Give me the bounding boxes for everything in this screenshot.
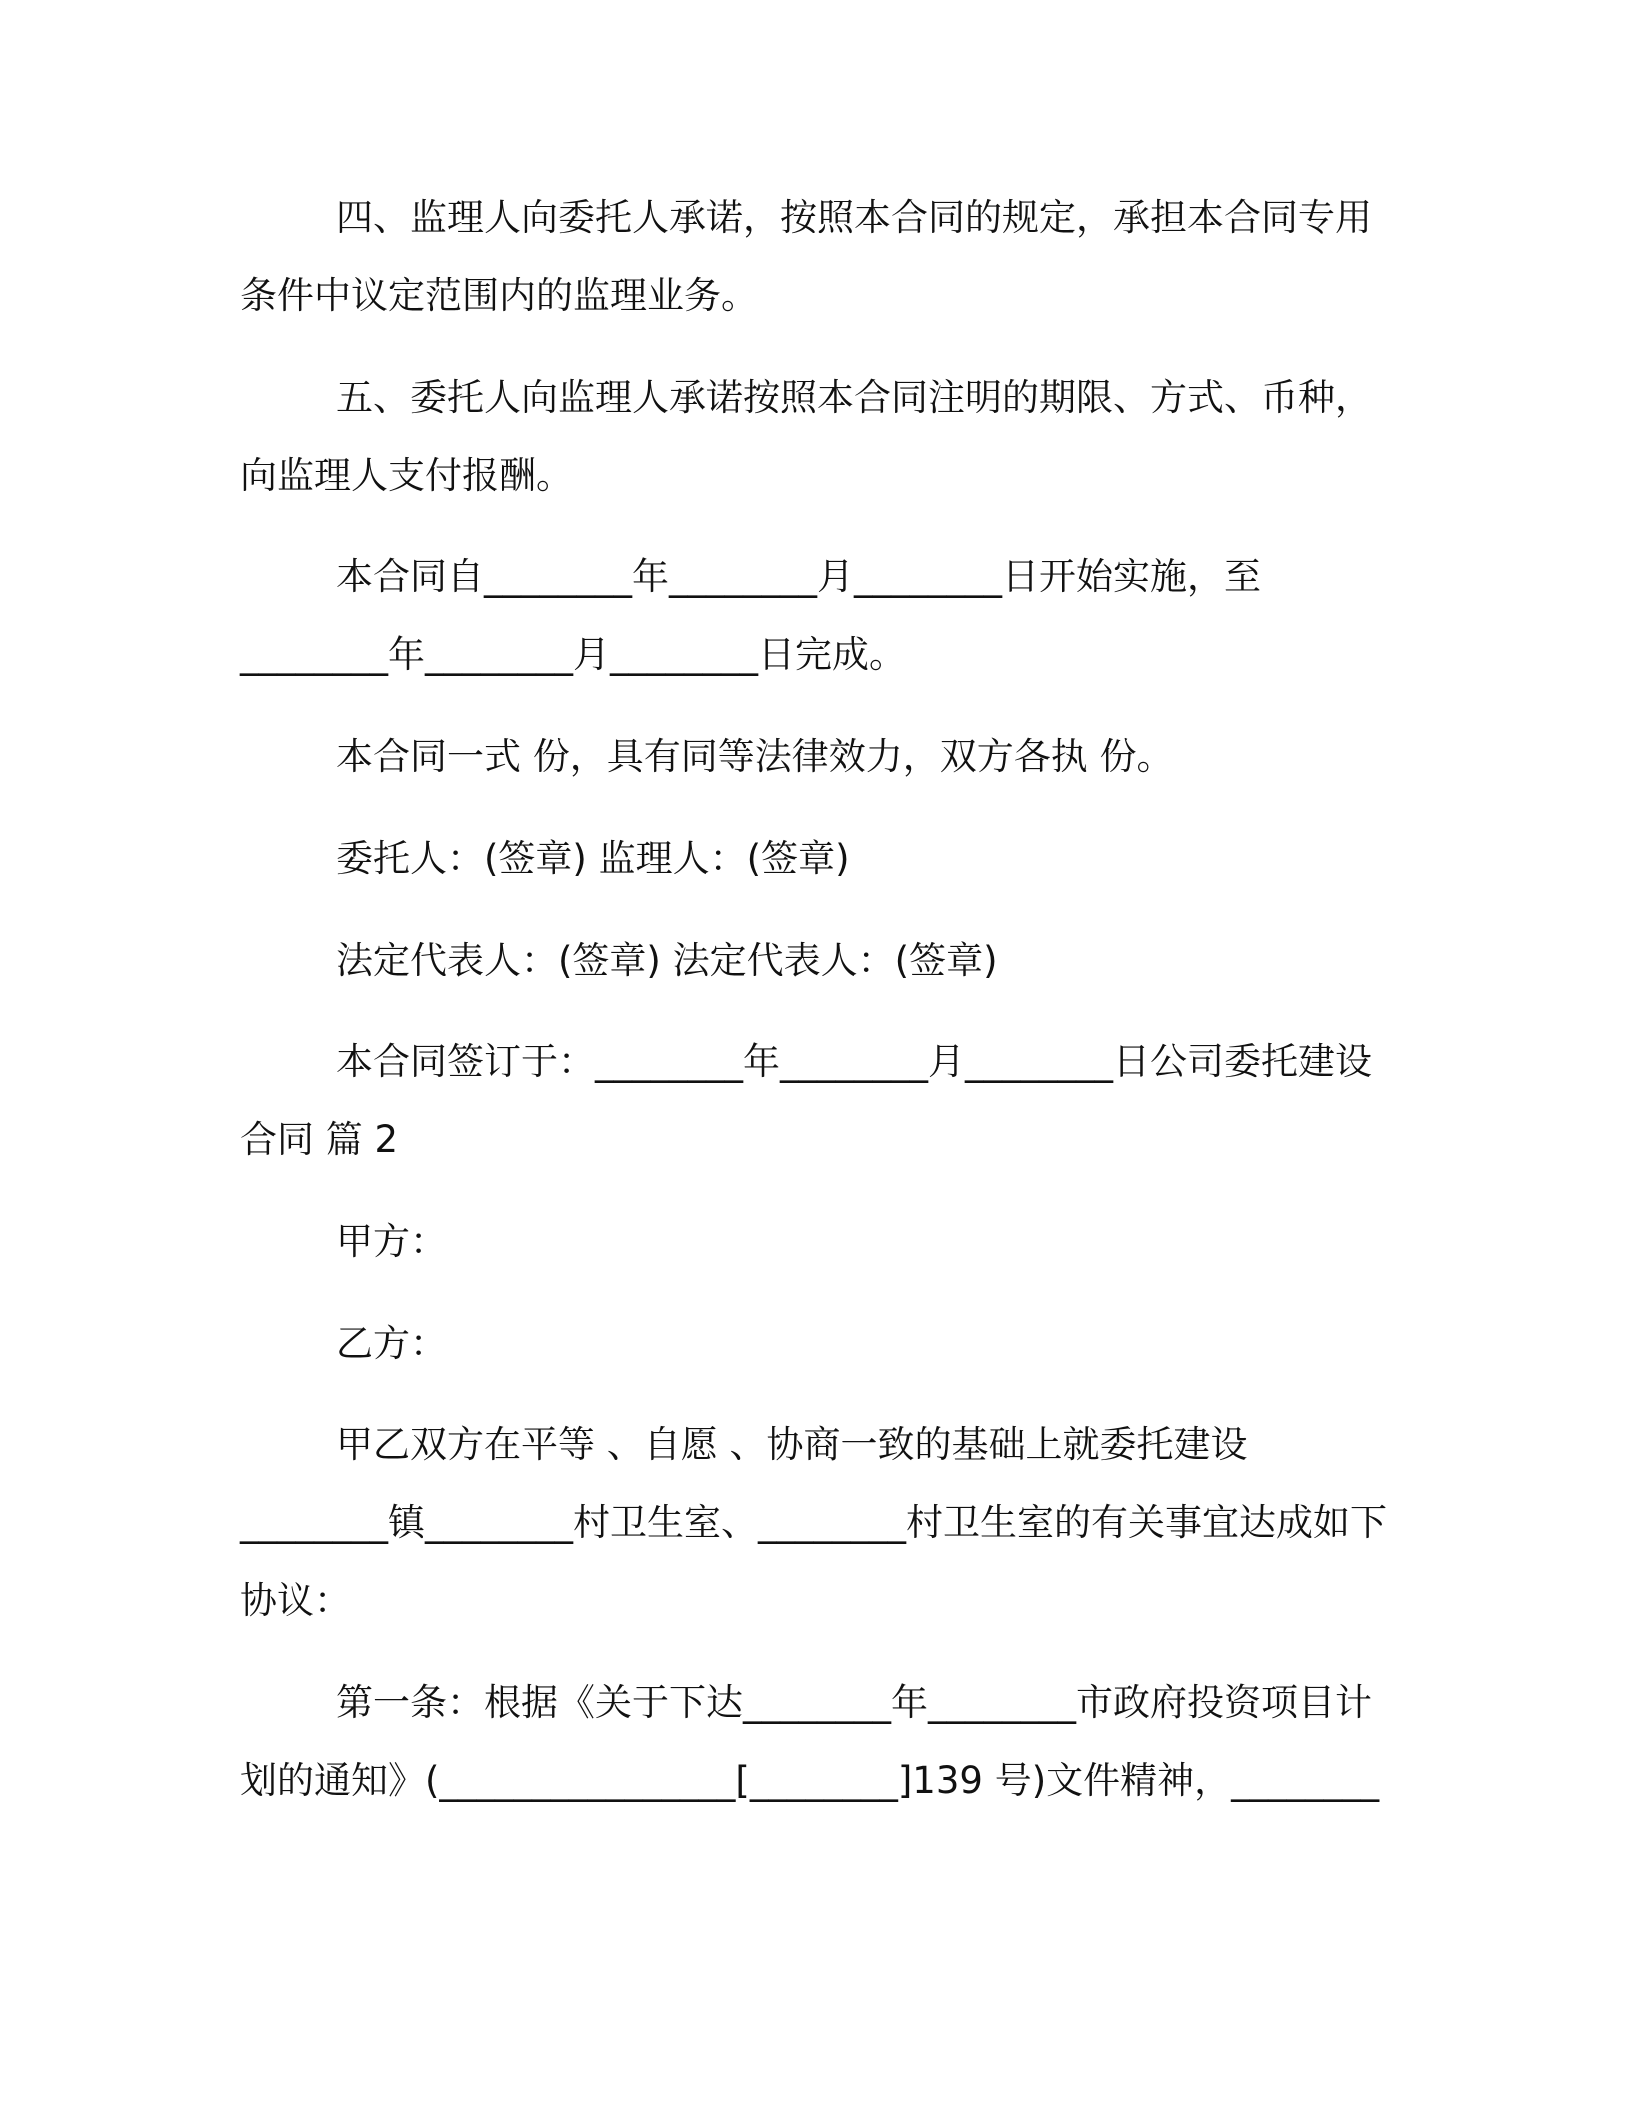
- term-line-1: 本合同自________年________月________日开始实施，至: [336, 555, 1261, 598]
- term-line-2: ________年________月________日完成。: [240, 633, 906, 676]
- paragraph-4-line-1: 四、监理人向委托人承诺，按照本合同的规定，承担本合同专用: [336, 196, 1372, 239]
- paragraph-4-line-2: 条件中议定范围内的监理业务。: [240, 274, 758, 317]
- signing-date-line: 本合同签订于：________年________月________日公司委托建设: [336, 1040, 1372, 1083]
- article-one-line-1: 第一条：根据《关于下达________年________市政府投资项目计: [336, 1681, 1372, 1724]
- agreement-intro-line-3: 协议：: [240, 1579, 351, 1622]
- copies-line: 本合同一式 份，具有同等法律效力，双方各执 份。: [336, 735, 1174, 778]
- article-one-line-2: 划的通知》(________________[________]139 号)文件精神，________: [240, 1759, 1380, 1802]
- party-b-line: 乙方：: [336, 1322, 447, 1365]
- agreement-intro-line-1: 甲乙双方在平等 、自愿 、协商一致的基础上就委托建设: [336, 1423, 1248, 1466]
- party-a-line: 甲方：: [336, 1220, 447, 1263]
- agreement-intro-line-2: ________镇________村卫生室、________村卫生室的有关事宜达成如下: [240, 1501, 1387, 1544]
- paragraph-5-line-2: 向监理人支付报酬。: [240, 454, 573, 497]
- paragraph-5-line-1: 五、委托人向监理人承诺按照本合同注明的期限、方式、币种，: [336, 376, 1372, 419]
- signature-line-2: 法定代表人：(签章) 法定代表人：(签章): [336, 939, 998, 982]
- signature-line-1: 委托人：(签章) 监理人：(签章): [336, 837, 850, 880]
- contract-section-title: 合同 篇 2: [240, 1118, 399, 1161]
